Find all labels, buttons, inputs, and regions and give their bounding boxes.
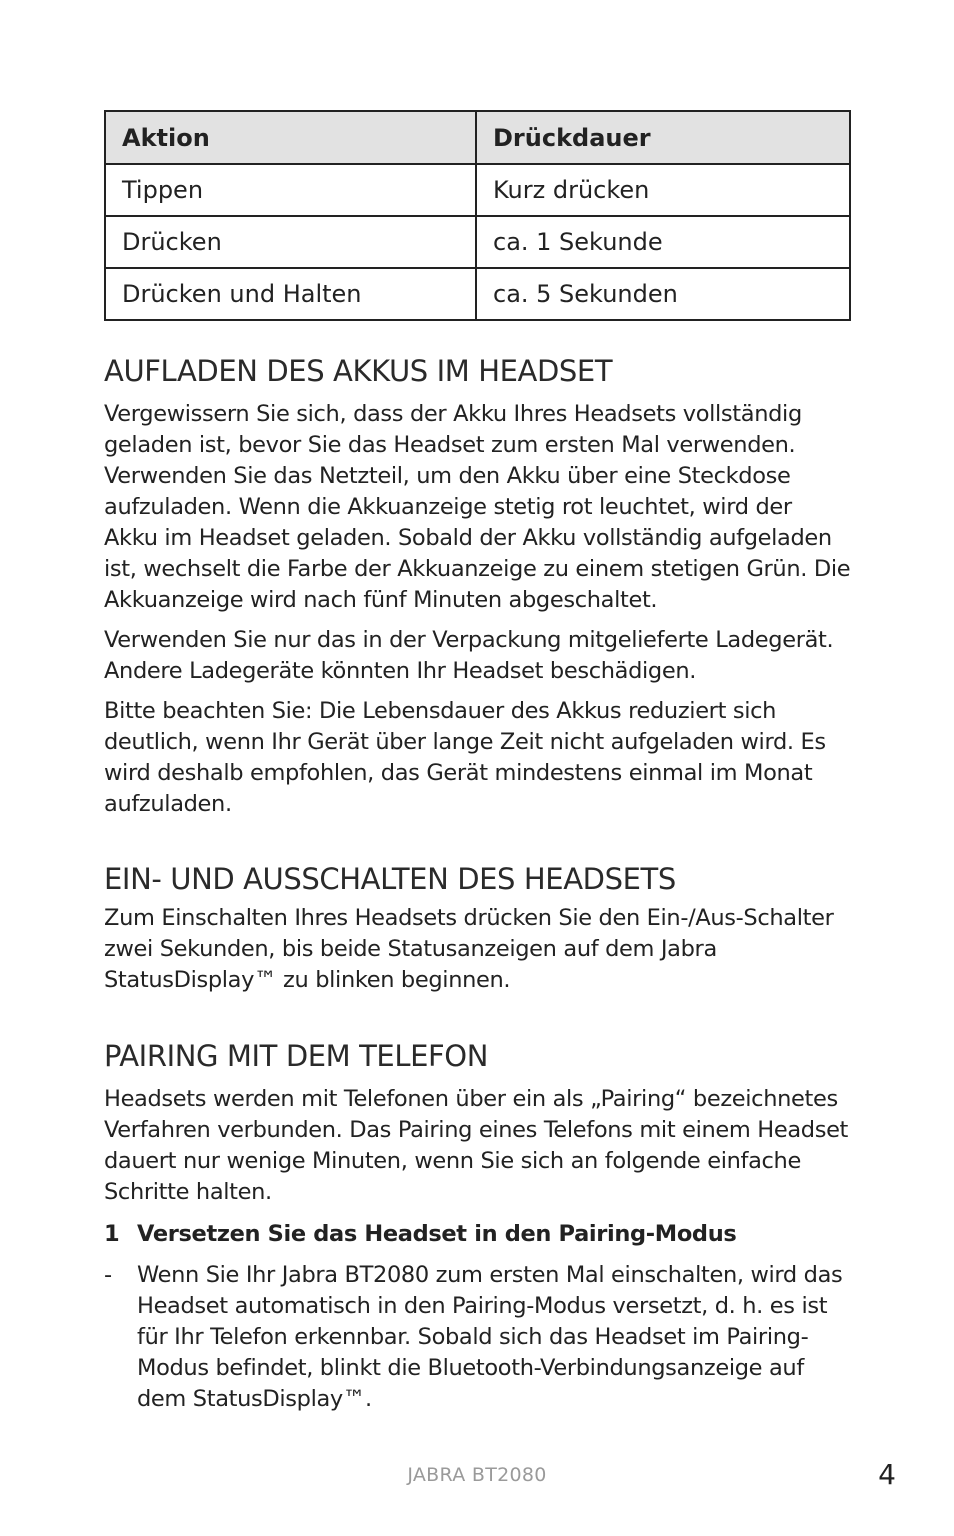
table-cell-action: Tippen [105, 164, 476, 216]
table-cell-duration: Kurz drücken [476, 164, 850, 216]
paragraph-charger-warning: Verwenden Sie nur das in der Verpackung mitgelieferte Ladegerät. Andere Ladegeräte könnten Ihr Headset beschädigen. [104, 627, 834, 684]
column-header-duration: Drückdauer [476, 111, 850, 164]
section-heading-charging: AUFLADEN DES AKKUS IM HEADSET [104, 354, 613, 388]
action-duration-table [104, 110, 851, 321]
column-header-action: Aktion [105, 111, 476, 164]
table-cell-duration: ca. 5 Sekunden [476, 268, 850, 320]
table-cell-action: Drücken [105, 216, 476, 268]
footer-product-name: JABRA BT2080 [407, 1464, 547, 1486]
section-pairing [104, 1038, 851, 1415]
table-row [105, 268, 850, 320]
section-charging [104, 353, 851, 820]
step-title: Versetzen Sie das Headset in den Pairing-Modus [137, 1221, 737, 1247]
bullet-text: Wenn Sie Ihr Jabra BT2080 zum ersten Mal einschalten, wird das Headset automatisch in den Pairing-Modus versetzt, d. h. es ist für Ihr Telefon erkennbar. Sobald sich das Headset im Pairing-Modus befindet, blinkt die Bluetooth-Verbindungsanzeige auf dem StatusDisplay™. [137, 1262, 843, 1412]
paragraph-charging-instructions: Vergewissern Sie sich, dass der Akku Ihres Headsets vollständig geladen ist, bevor Sie das Headset zum ersten Mal verwenden. Verwenden Sie das Netzteil, um den Akku über eine Steckdose aufzuladen. Wenn die Akkuanzeige stetig rot leuchtet, wird der Akku im Headset geladen. Sobald der Akku vollständig aufgeladen ist, wechselt die Farbe der Akkuanzeige zu einem stetigen Grün. Die Akkuanzeige wird nach fünf Minuten abgeschaltet. [104, 401, 851, 613]
step-1 [104, 1219, 851, 1250]
section-power [104, 861, 851, 996]
section-heading-pairing: PAIRING MIT DEM TELEFON [104, 1039, 489, 1073]
page-content [104, 110, 851, 1415]
step-number: 1 [104, 1221, 120, 1247]
paragraph-battery-note: Bitte beachten Sie: Die Lebensdauer des Akkus reduziert sich deutlich, wenn Ihr Gerät über lange Zeit nicht aufgeladen wird. Es wird deshalb empfohlen, das Gerät mindestens einmal im Monat aufzuladen. [104, 698, 826, 817]
bullet-marker: - [104, 1262, 112, 1288]
table-cell-duration: ca. 1 Sekunde [476, 216, 850, 268]
paragraph-power-instructions: Zum Einschalten Ihres Headsets drücken Sie den Ein-/Aus-Schalter zwei Sekunden, bis beide Statusanzeigen auf dem Jabra StatusDisplay™ zu blinken beginnen. [104, 905, 834, 993]
table-row [105, 164, 850, 216]
table-row [105, 216, 850, 268]
list-item [104, 1260, 851, 1415]
paragraph-pairing-intro: Headsets werden mit Telefonen über ein als „Pairing“ bezeichnetes Verfahren verbunden. Das Pairing eines Telefons mit einem Headset dauert nur wenige Minuten, wenn Sie sich an folgende einfache Schritte halten. [104, 1086, 849, 1205]
table-header-row [105, 111, 850, 164]
section-heading-power: EIN- UND AUSSCHALTEN DES HEADSETS [104, 862, 676, 896]
table-cell-action: Drücken und Halten [105, 268, 476, 320]
page-number: 4 [878, 1458, 896, 1491]
